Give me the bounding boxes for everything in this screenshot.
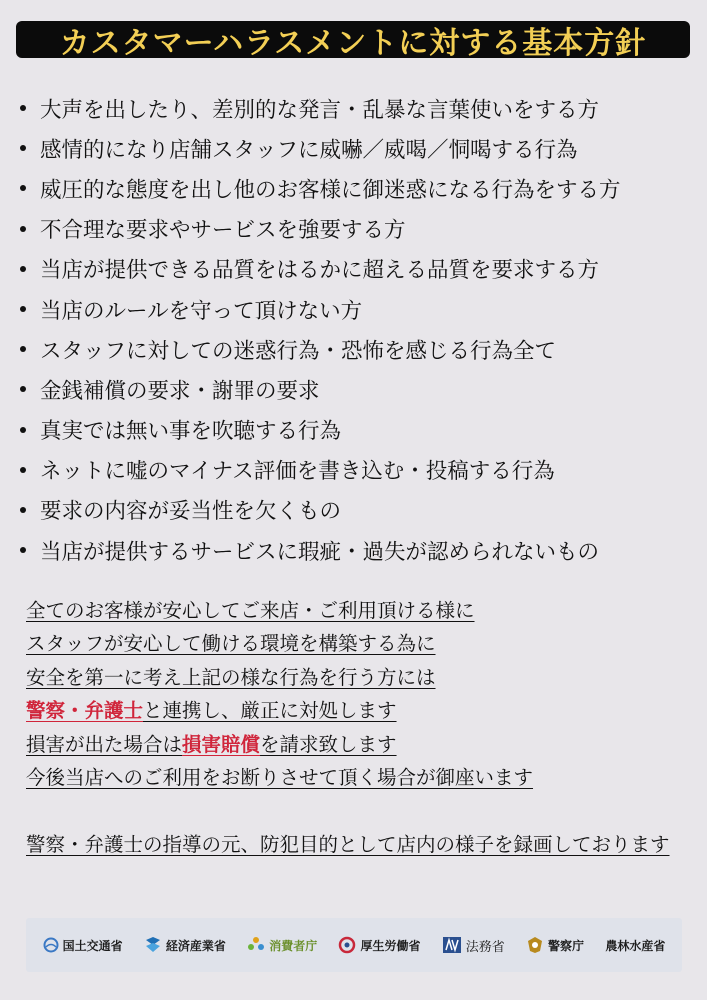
government-logo-strip xyxy=(26,918,682,972)
highlight-police-lawyer: 警察・弁護士 xyxy=(26,699,144,723)
list-item xyxy=(14,128,621,168)
list-item-text: 感情的になり店舗スタッフに威嚇／威喝／恫喝する行為 xyxy=(40,137,578,163)
logo-label: 国土交通省 xyxy=(62,938,123,953)
logo-label: 農林水産省 xyxy=(605,938,666,953)
logo-moj xyxy=(442,936,505,955)
logo-maff xyxy=(605,937,665,954)
list-item xyxy=(14,450,621,490)
list-item-text: 要求の内容が妥当性を欠くもの xyxy=(40,499,342,525)
recording-text: 警察・弁護士の指導の元、防犯目的として店内の様子を録画しております xyxy=(26,833,670,856)
list-item-text: 真実では無い事を吹聴する行為 xyxy=(40,419,342,445)
bullet-icon xyxy=(20,467,26,473)
logo-label: 消費者庁 xyxy=(269,938,318,953)
notice-text: 今後当店へのご利用をお断りさせて頂く場合が御座います xyxy=(26,766,534,790)
moj-icon xyxy=(442,936,462,954)
list-item-text: 大声を出したり、差別的な発言・乱暴な言葉使いをする方 xyxy=(40,97,600,123)
list-item xyxy=(14,530,621,570)
list-item xyxy=(14,329,621,369)
list-item-text: スタッフに対しての迷惑行為・恐怖を感じる行為全て xyxy=(40,338,557,364)
bullet-icon xyxy=(20,427,26,433)
list-item-text: 当店のルールを守って頂けない方 xyxy=(40,298,363,324)
notice-text: 損害が出た場合は xyxy=(26,732,183,756)
notice-line xyxy=(26,592,533,626)
list-item xyxy=(14,249,621,289)
bullet-icon xyxy=(20,145,26,151)
list-item-text: 威圧的な態度を出し他のお客様に御迷惑になる行為をする方 xyxy=(40,177,621,203)
list-item xyxy=(14,168,621,208)
bullet-icon xyxy=(20,547,26,553)
bullet-icon xyxy=(20,266,26,272)
policy-notice xyxy=(26,592,533,793)
bullet-icon xyxy=(20,306,26,312)
list-item xyxy=(14,88,621,128)
notice-text: スタッフが安心して働ける環境を構築する為に xyxy=(26,632,436,656)
notice-text: と連携し、厳正に対処します xyxy=(143,699,397,723)
bullet-icon xyxy=(20,226,26,232)
bullet-icon xyxy=(20,185,26,191)
notice-text: 安全を第一に考え上記の様な行為を行う方には xyxy=(26,665,436,689)
logo-label: 法務省 xyxy=(465,939,505,955)
notice-line xyxy=(26,760,533,794)
notice-line xyxy=(26,726,533,760)
list-item-text: 不合理な要求やサービスを強要する方 xyxy=(40,218,406,244)
logo-label: 経済産業省 xyxy=(165,938,226,953)
notice-line xyxy=(26,659,533,693)
bullet-icon xyxy=(20,386,26,392)
list-item xyxy=(14,369,621,409)
logo-caa xyxy=(247,936,317,954)
list-item xyxy=(14,289,621,329)
caa-icon xyxy=(247,936,265,954)
highlight-damages: 損害賠償 xyxy=(182,732,261,756)
logo-meti xyxy=(144,936,226,954)
logo-label: 警察庁 xyxy=(548,938,585,953)
logo-npa xyxy=(526,936,584,954)
logo-mlit xyxy=(43,937,123,954)
mhlw-icon xyxy=(338,936,356,954)
meti-icon xyxy=(144,936,162,954)
notice-line xyxy=(26,626,533,660)
bullet-icon xyxy=(20,346,26,352)
list-item-text: 当店が提供できる品質をはるかに超える品質を要求する方 xyxy=(40,258,600,284)
recording-notice xyxy=(26,828,676,861)
logo-mhlw xyxy=(338,936,420,954)
bullet-icon xyxy=(20,105,26,111)
notice-text: を請求致します xyxy=(260,732,397,756)
list-item xyxy=(14,490,621,530)
list-item-text: ネットに嘘のマイナス評価を書き込む・投稿する行為 xyxy=(40,459,555,485)
mlit-icon xyxy=(43,937,59,953)
list-item-text: 当店が提供するサービスに瑕疵・過失が認められないもの xyxy=(40,539,600,565)
prohibited-acts-list xyxy=(14,88,621,570)
page-title: カスタマーハラスメントに対する基本方針 xyxy=(59,25,647,61)
list-item-text: 金銭補償の要求・謝罪の要求 xyxy=(40,378,320,404)
title-banner xyxy=(16,21,690,61)
list-item xyxy=(14,410,621,450)
notice-text: 全てのお客様が安心してご来店・ご利用頂ける様に xyxy=(26,598,475,622)
list-item xyxy=(14,209,621,249)
logo-label: 厚生労働省 xyxy=(360,938,421,953)
notice-line xyxy=(26,693,533,727)
npa-icon xyxy=(526,936,544,954)
bullet-icon xyxy=(20,507,26,513)
